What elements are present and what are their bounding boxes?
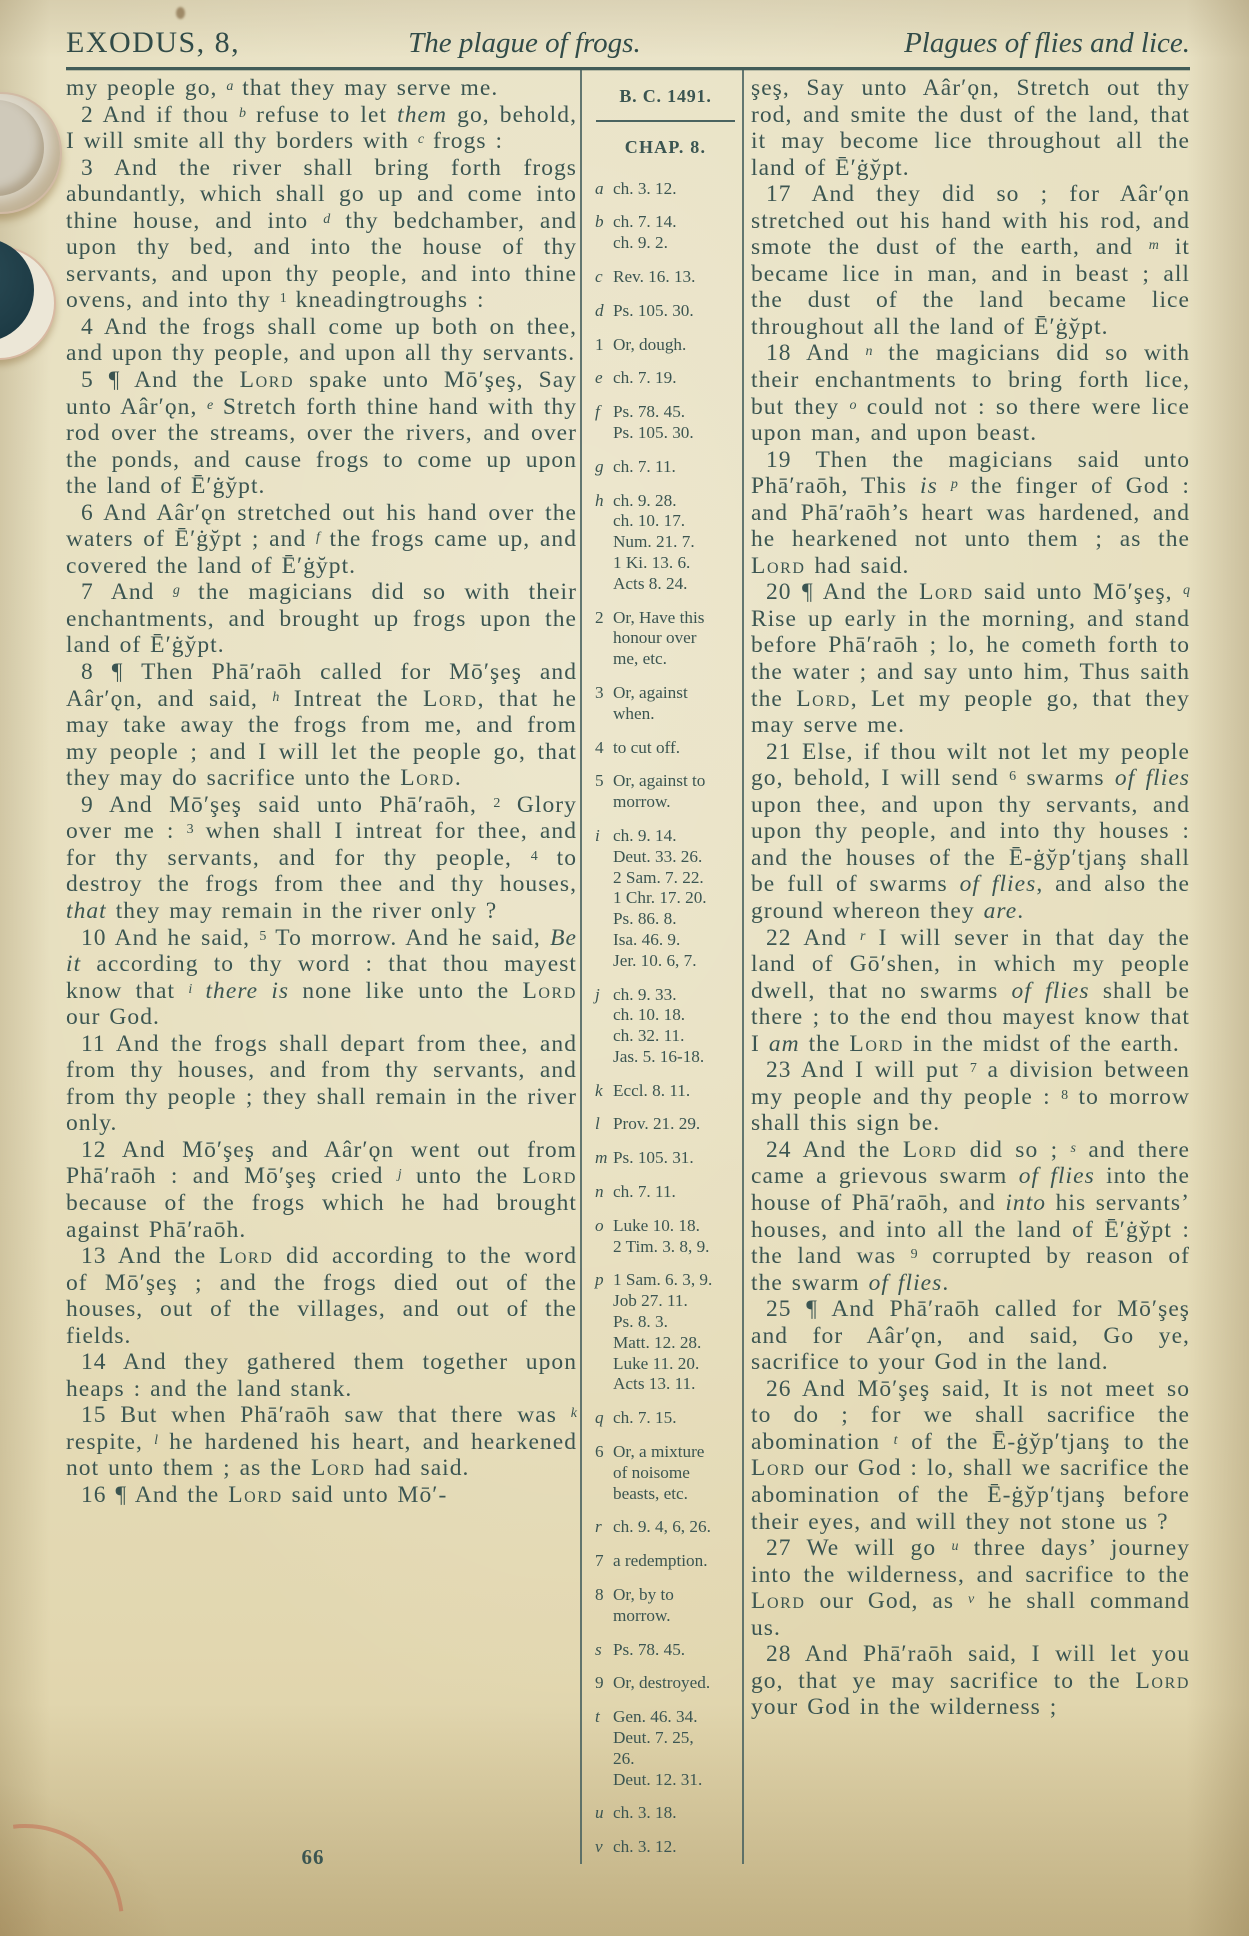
margin-note: [595, 1442, 736, 1504]
page-title: EXODUS, 8,: [66, 26, 241, 59]
verse-paragraph: 16 ¶ And the Lord said unto Mō′-: [81, 1481, 448, 1508]
ref-mark: f: [315, 530, 320, 546]
verse-paragraph: 20 ¶ And the Lord said unto Mō′şeş, $^q$ Rise up early in the morning, and stand before Phā′raōh ; lo, he cometh forth to the water ; and say unto him, Thus saith the Lord, Let my people go, that they may serve me.: [751, 579, 1190, 739]
center-column-rule: [596, 120, 735, 122]
margin-note: [595, 402, 736, 444]
page-header: [66, 26, 1190, 60]
ref-mark: h: [272, 689, 280, 705]
running-head-left: The plague of frogs.: [408, 27, 641, 59]
note-text: ch. 7. 19.: [613, 368, 677, 388]
verse-paragraph: 28 And Phā′raōh said, I will let you go, that ye may sacrifice to the Lord your God in the wilderness ;: [751, 1641, 1190, 1721]
note-text: ch. 7. 14. ch. 9. 2.: [613, 212, 677, 253]
note-text: Ps. 105. 31.: [613, 1148, 694, 1168]
verse-paragraph: 8 ¶ Then Phā′raōh called for Mō′şeş and Aâr′ǫn, and said, $^h$ Intreat the Lord, that he may take away the frogs from me, and from my people ; and I will let the people go, that they may do sacrifice unto the Lord.: [66, 659, 577, 792]
note-key: l: [595, 1114, 600, 1134]
ref-mark: 7: [969, 1061, 977, 1077]
verse-paragraph: 23 And I will put $^7$ a division between my people and thy people : $^8$ to morrow shall this sign be.: [751, 1057, 1190, 1137]
ref-mark: l: [154, 1432, 159, 1448]
ref-mark: e: [207, 397, 214, 413]
ink-speck: [176, 7, 185, 19]
right-column: [744, 70, 1190, 1864]
verse-paragraph: 19 Then the magicians said unto Phā′raōh, This is $^p$ the finger of God : and Phā′raōh’s heart was hardened, and he hearkened not unto them ; as the Lord had said.: [751, 446, 1190, 579]
note-text: a redemption.: [613, 1551, 708, 1571]
ref-mark: 6: [1009, 769, 1017, 785]
ref-mark: 9: [910, 1247, 918, 1263]
chapter-heading: CHAP. 8.: [624, 136, 707, 157]
verse-paragraph: 26 And Mō′şeş said, It is not meet so to do ; for we shall sacrifice the abomination $^t$ of the Ē-ġy̆p′tjanş to the Lord our God : lo, shall we sacrifice the abomination of the Ē-ġy̆p′tjanş before their eyes, and will they not stone us ?: [751, 1375, 1190, 1535]
note-key: t: [595, 1707, 600, 1727]
note-key: 3: [595, 682, 604, 702]
verse-paragraph: 21 Else, if thou wilt not let my people go, behold, I will send $^6$ swarms of flies upon thee, and upon thy servants, and upon thy people, and into thy houses : and the houses of the Ē-ġy̆p′tjanş shall be full of swarms of flies, and also the ground whereon they are.: [751, 738, 1190, 924]
note-text: Or, against when.: [613, 682, 688, 723]
ref-mark: 1: [279, 291, 287, 307]
ref-mark: m: [1148, 238, 1159, 254]
verse-paragraph: 17 And they did so ; for Aâr′ǫn stretched out his hand with his rod, and smote the dust of the earth, and $^m$ it became lice in man, and in beast ; all the dust of the land became lice throughout all the land of Ē′ġy̆pt.: [751, 181, 1190, 340]
ref-mark: 5: [259, 928, 267, 944]
ref-mark: c: [417, 132, 425, 148]
running-heads: [240, 27, 1190, 60]
verse-paragraph: 11 And the frogs shall depart from thee, and from thy houses, and from thy servants, and from thy people ; they shall remain in the river only.: [66, 1030, 577, 1137]
note-text: ch. 7. 11.: [613, 456, 676, 476]
note-key: q: [595, 1408, 604, 1428]
verse-paragraph: 25 ¶ And Phā′raōh called for Mō′şeş and for Aâr′ǫn, and said, Go ye, sacrifice to your God in the land.: [751, 1296, 1190, 1376]
note-text: ch. 3. 18.: [613, 1803, 677, 1823]
verse-paragraph: 18 And $^n$ the magicians did so with their enchantments to bring forth lice, but they $^o$ could not : so there were lice upon man, and upon beast.: [751, 340, 1190, 447]
note-key: 1: [595, 334, 604, 354]
margin-note: [595, 179, 736, 200]
page-number: 66: [301, 1845, 325, 1869]
ref-mark: 4: [530, 848, 538, 864]
verse-paragraph: 2 And if thou $^b$ refuse to let them go, behold, I will smite all thy borders with $^c$ frogs :: [66, 101, 577, 155]
note-text: ch. 3. 12.: [613, 178, 677, 198]
note-key: s: [595, 1639, 602, 1659]
note-text: Or, Have this honour over me, etc.: [613, 607, 705, 669]
margin-note: [595, 1673, 736, 1694]
ref-mark: 3: [186, 822, 194, 838]
margin-note: [595, 608, 736, 670]
note-key: 6: [595, 1442, 604, 1462]
margin-note: [595, 985, 736, 1068]
margin-note: [595, 1114, 736, 1135]
verse-paragraph: 5 ¶ And the Lord spake unto Mō′şeş, Say unto Aâr′ǫn, $^e$ Stretch forth thine hand with thy rod over the streams, over the rivers, and over the ponds, and cause frogs to come up upon the land of Ē′ġy̆pt.: [66, 367, 578, 500]
margin-note: [595, 1148, 736, 1169]
note-key: p: [595, 1270, 604, 1290]
margin-note: [595, 491, 736, 595]
note-key: v: [595, 1837, 603, 1857]
margin-note: [595, 826, 736, 972]
note-text: Or, against to morrow.: [613, 771, 706, 812]
note-text: ch. 9. 14. Deut. 33. 26. 2 Sam. 7. 22. 1 Chr. 17. 20. Ps. 86. 8. Isa. 46. 9. Jer. 10. 6, 7.: [613, 825, 707, 970]
note-text: ch. 7. 11.: [613, 1182, 676, 1202]
note-text: ch. 3. 12.: [613, 1837, 677, 1857]
verse-paragraph: 3 And the river shall bring forth frogs abundantly, which shall go up and come into thine house, and into $^d$ thy bedchamber, and upon thy bed, and into the house of thy servants, and upon thy people, and into thine ovens, and into thy $^1$ kneadingtroughs :: [66, 154, 577, 314]
note-text: Rev. 16. 13.: [613, 266, 696, 286]
verse-paragraph: şeş, Say unto Aâr′ǫn, Stretch out thy rod, and smite the dust of the land, that it may become lice throughout all the land of Ē′ġy̆pt.: [751, 75, 1190, 181]
note-key: 4: [595, 737, 604, 757]
margin-note: [595, 738, 736, 759]
note-text: Gen. 46. 34. Deut. 7. 25, 26. Deut. 12. 31.: [613, 1707, 703, 1789]
note-key: r: [595, 1517, 602, 1537]
margin-note: [595, 1216, 736, 1258]
note-key: a: [595, 178, 604, 198]
verse-paragraph: 10 And he said, $^5$ To morrow. And he said, Be it according to thy word : that thou mayest know that $^i$ there is none like unto the Lord our God.: [66, 924, 577, 1031]
note-text: ch. 9. 4, 6, 26.: [613, 1517, 711, 1537]
running-head-right: Plagues of flies and lice.: [904, 27, 1190, 59]
ref-mark: 2: [493, 795, 501, 811]
note-key: m: [595, 1148, 608, 1168]
ref-mark: a: [226, 79, 234, 94]
ref-mark: r: [860, 928, 866, 944]
margin-note: [595, 1803, 736, 1824]
text-block: [66, 26, 1190, 1864]
margin-note: [595, 301, 736, 322]
note-key: 2: [595, 607, 604, 627]
margin-note: [595, 1517, 736, 1538]
verse-paragraph: 12 And Mō′şeş and Aâr′ǫn went out from Phā′raōh : and Mō′şeş cried $^j$ unto the Lord because of the frogs which he had brought against Phā′raōh.: [66, 1136, 577, 1243]
verse-paragraph: 24 And the Lord did so ; $^s$ and there came a grievous swarm of flies into the house of Phā′raōh, and into his servants’ houses, and into all the land of Ē′ġy̆pt : the land was $^9$ corrupted by reason of the swarm of flies.: [751, 1136, 1190, 1296]
margin-note: [595, 1270, 736, 1395]
columns: [66, 70, 1190, 1864]
verse-paragraph: my people go, $^a$ that they may serve me.: [66, 75, 499, 101]
note-text: 1 Sam. 6. 3, 9. Job 27. 11. Ps. 8. 3. Matt. 12. 28. Luke 11. 20. Acts 13. 11.: [613, 1270, 713, 1394]
note-key: g: [595, 456, 604, 476]
margin-note: [595, 212, 736, 254]
note-text: Or, by to morrow.: [613, 1585, 674, 1625]
margin-note: [595, 335, 736, 356]
margin-notes: [595, 179, 736, 1858]
column-divider-right: [742, 70, 744, 1864]
note-key: j: [595, 984, 600, 1004]
ref-mark: v: [968, 1592, 975, 1608]
margin-note: [595, 683, 736, 725]
ref-mark: j: [397, 1167, 402, 1183]
left-column: [66, 70, 580, 1864]
ref-mark: i: [188, 981, 193, 997]
note-text: ch. 7. 15.: [613, 1408, 677, 1428]
verse-paragraph: 4 And the frogs shall come up both on thee, and upon thy people, and upon all thy servants.: [66, 313, 577, 367]
margin-note: [595, 1585, 736, 1627]
verse-paragraph: 14 And they gathered them together upon heaps : and the land stank.: [66, 1349, 577, 1402]
margin-note: [595, 1408, 736, 1429]
verse-paragraph: 13 And the Lord did according to the word of Mō′şeş ; and the frogs died out of the houses, out of the villages, and out of the fields.: [66, 1243, 577, 1349]
note-key: c: [595, 266, 603, 286]
margin-note: [595, 771, 736, 813]
margin-note: [595, 1182, 736, 1203]
ref-mark: n: [865, 344, 873, 360]
note-text: Ps. 78. 45.: [613, 1639, 686, 1659]
note-text: Ps. 105. 30.: [613, 300, 694, 320]
verse-paragraph: 9 And Mō′şeş said unto Phā′raōh, $^2$ Glory over me : $^3$ when shall I intreat for thee, and for thy servants, and for thy people, $^4$ to destroy the frogs from thee and thy houses, that they may remain in the river only ?: [66, 791, 577, 924]
verse-paragraph: 22 And $^r$ I will sever in that day the land of Gō′shen, in which my people dwell, that no swarms of flies shall be there ; to the end thou mayest know that I am the Lord in the midst of the earth.: [751, 924, 1190, 1057]
ref-mark: d: [323, 211, 331, 227]
ref-mark: o: [849, 397, 857, 413]
margin-note: [595, 1707, 736, 1790]
margin-note: [595, 368, 736, 389]
note-text: ch. 9. 33. ch. 10. 18. ch. 32. 11. Jas. 5. 16-18.: [613, 984, 705, 1066]
ref-mark: 8: [1061, 1087, 1069, 1103]
margin-note: [595, 1837, 736, 1858]
verse-paragraph: 7 And $^g$ the magicians did so with their enchantments, and brought up frogs upon the land of Ē′ġy̆pt.: [66, 579, 577, 659]
margin-note: [595, 267, 736, 288]
verse-paragraph: 6 And Aâr′ǫn stretched out his hand over the waters of Ē′ġy̆pt ; and $^f$ the frogs came up, and covered the land of Ē′ġy̆pt.: [66, 499, 577, 579]
note-key: f: [595, 402, 600, 422]
note-key: i: [595, 825, 600, 845]
ref-mark: g: [172, 583, 180, 599]
note-key: b: [595, 212, 604, 232]
column-divider-left: [580, 70, 582, 1864]
ref-mark: s: [1070, 1140, 1076, 1156]
verse-paragraph: 15 But when Phā′raōh saw that there was $^k$ respite, $^l$ he hardened his heart, and hearkened not unto them ; as the Lord had said.: [66, 1402, 578, 1482]
margin-note: [595, 1551, 736, 1572]
note-text: ch. 9. 28. ch. 10. 17. Num. 21. 7. 1 Ki. 13. 6. Acts 8. 24.: [613, 490, 695, 593]
note-key: 5: [595, 771, 604, 791]
center-reference-column: [582, 70, 742, 1864]
ref-mark: p: [950, 477, 958, 493]
note-key: k: [595, 1080, 603, 1100]
note-key: 7: [595, 1551, 604, 1571]
note-text: Or, dough.: [613, 334, 687, 354]
ref-mark: k: [570, 1406, 577, 1422]
note-key: 9: [595, 1673, 604, 1693]
note-text: Or, destroyed.: [613, 1673, 711, 1693]
margin-note: [595, 457, 736, 478]
date-heading: B. C. 1491.: [619, 86, 712, 106]
note-key: o: [595, 1215, 604, 1235]
note-text: Luke 10. 18. 2 Tim. 3. 8, 9.: [613, 1215, 710, 1256]
note-key: e: [595, 368, 603, 388]
ref-mark: b: [239, 105, 246, 121]
note-key: n: [595, 1182, 604, 1202]
note-text: Or, a mixture of noisome beasts, etc.: [613, 1442, 705, 1503]
ref-mark: u: [951, 1539, 959, 1555]
ref-mark: q: [1183, 583, 1190, 599]
note-key: u: [595, 1803, 604, 1823]
note-text: Eccl. 8. 11.: [613, 1080, 691, 1100]
note-text: to cut off.: [613, 737, 680, 757]
margin-note: [595, 1081, 736, 1102]
note-text: Prov. 21. 29.: [613, 1114, 701, 1134]
margin-note: [595, 1640, 736, 1661]
note-key: d: [595, 300, 604, 320]
ref-mark: t: [893, 1432, 898, 1448]
note-text: Ps. 78. 45. Ps. 105. 30.: [613, 402, 694, 442]
note-key: h: [595, 490, 604, 510]
verse-paragraph: 27 We will go $^u$ three days’ journey into the wilderness, and sacrifice to the Lord our God, as $^v$ he shall command us.: [751, 1535, 1190, 1641]
note-key: 8: [595, 1585, 604, 1605]
